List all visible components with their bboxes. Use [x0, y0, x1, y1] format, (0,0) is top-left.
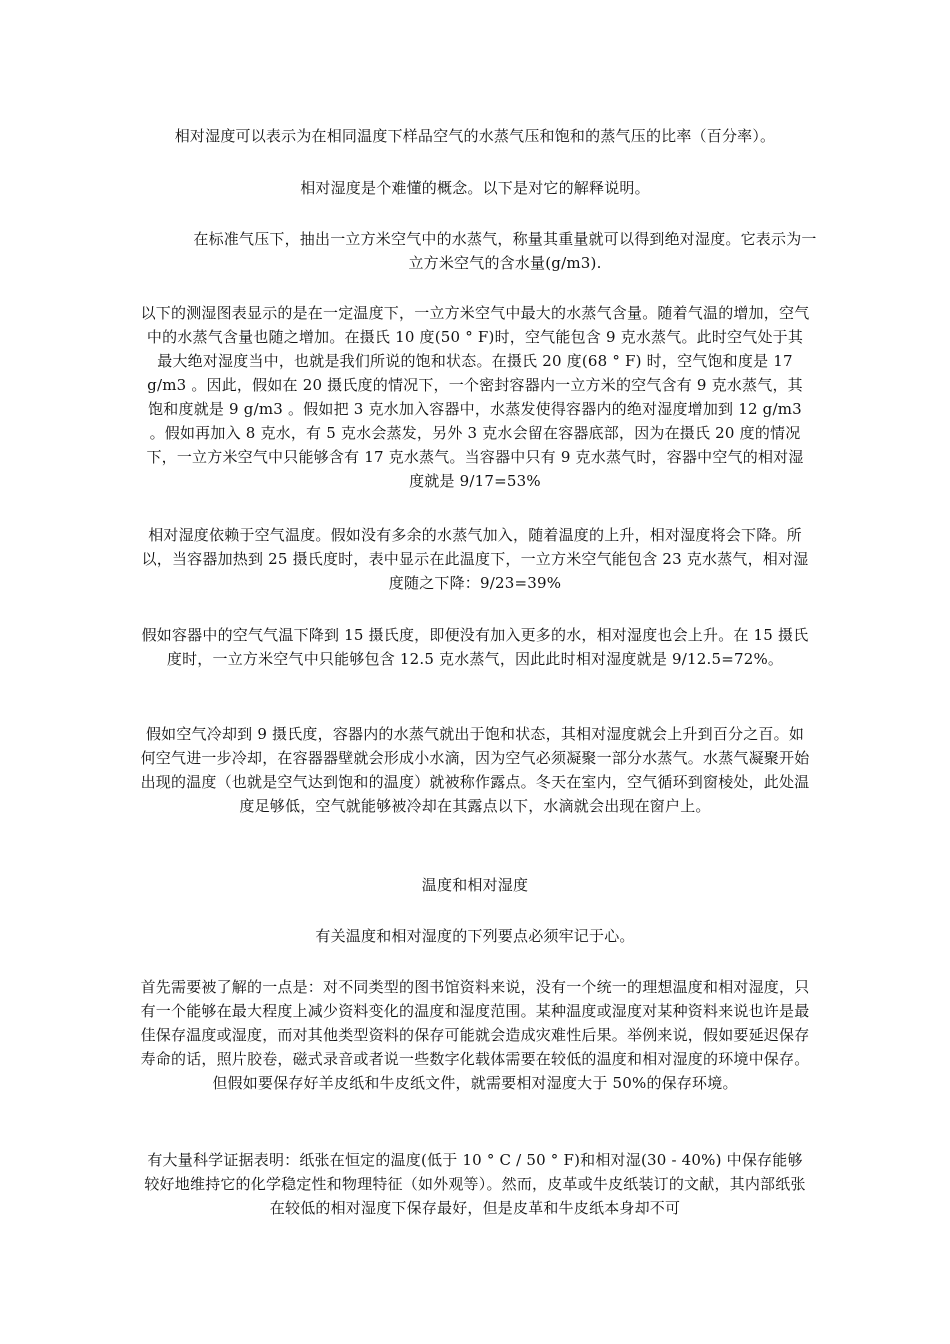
paragraph-chart-explanation: 以下的测湿图表显示的是在一定温度下，一立方米空气中最大的水蒸气含量。随着气温的增加，空气中的水蒸气含量也随之增加。在摄氏 10 度(50 ° F)时，空气能包含 9 克水蒸气。此时空气处于其最大绝对湿度当中，也就是我们所说的饱和状态。在摄氏 20 度(68 ° F) 时，空气饱和度是 17 g/m3 。因此，假如在 20 摄氏度的情况下，一个密封容器内一立方米的空气含有 9 克水蒸气，其饱和度就是 9 g/m3 。假如把 3 克水加入容器中，水蒸发使得容器内的绝对湿度增加到 12 g/m3 。假如再加入 8 克水，有 5 克水会蒸发，另外 3 克水会留在容器底部，因为在摄氏 20 度的情况下，一立方米空气中只能够含有 17 克水蒸气。当容器中只有 9 克水蒸气时，容器中空气的相对湿度就是 9/17=53% [140, 304, 810, 490]
paragraph-rh-intro: 相对湿度是个难懂的概念。以下是对它的解释说明。 [300, 179, 650, 197]
section-heading-temperature-rh: 温度和相对湿度 [421, 876, 529, 894]
paragraph-no-ideal-conditions: 首先需要被了解的一点是：对不同类型的图书馆资料来说，没有一个统一的理想温度和相对湿度，只有一个能够在最大程度上减少资料变化的温度和湿度范围。某种温度或湿度对某种资料来说也许是最佳保存温度或湿度，而对其他类型资料的保存可能就会造成灾难性后果。举例来说，假如要延迟保存寿命的话，照片胶卷，磁式录音或者说一些数字化载体需要在较低的温度和相对湿度的环境中保存。但假如要保存好羊皮纸和牛皮纸文件，就需要相对湿度大于 50%的保存环境。 [140, 978, 810, 1092]
paragraph-absolute-humidity: 在标准气压下，抽出一立方米空气中的水蒸气，称量其重量就可以得到绝对湿度。它表示为一立方米空气的含水量(g/m3). [193, 230, 817, 272]
paragraph-paper-storage: 有大量科学证据表明：纸张在恒定的温度(低于 10 ° C / 50 ° F)和相对湿(30 - 40%) 中保存能够较好地维持它的化学稳定性和物理特征（如外观等）。然而，皮革或牛皮纸装订的文献，其内部纸张在较低的相对湿度下保存最好，但是皮革和牛皮纸本身却不可 [144, 1151, 806, 1217]
paragraph-dew-point: 假如空气冷却到 9 摄氏度，容器内的水蒸气就出于饱和状态，其相对湿度就会上升到百分之百。如何空气进一步冷却，在容器器壁就会形成小水滴，因为空气必须凝聚一部分水蒸气。水蒸气凝聚开始出现的温度（也就是空气达到饱和的温度）就被称作露点。冬天在室内，空气循环到窗棱处，此处温度足够低，空气就能够被冷却在其露点以下，水滴就会出现在窗户上。 [140, 725, 810, 815]
paragraph-key-points: 有关温度和相对湿度的下列要点必须牢记于心。 [315, 927, 635, 945]
paragraph-rh-definition: 相对湿度可以表示为在相同温度下样品空气的水蒸气压和饱和的蒸气压的比率（百分率）。 [174, 127, 776, 145]
paragraph-cooling-15c: 假如容器中的空气气温下降到 15 摄氏度，即便没有加入更多的水，相对湿度也会上升。在 15 摄氏度时，一立方米空气中只能够包含 12.5 克水蒸气，因此此时相对湿度就是 9/12.5=72%。 [141, 626, 809, 668]
paragraph-temperature-dependence: 相对湿度依赖于空气温度。假如没有多余的水蒸气加入，随着温度的上升，相对湿度将会下降。所以，当容器加热到 25 摄氏度时，表中显示在此温度下，一立方米空气能包含 23 克水蒸气，相对湿度随之下降：9/23=39% [141, 526, 809, 592]
